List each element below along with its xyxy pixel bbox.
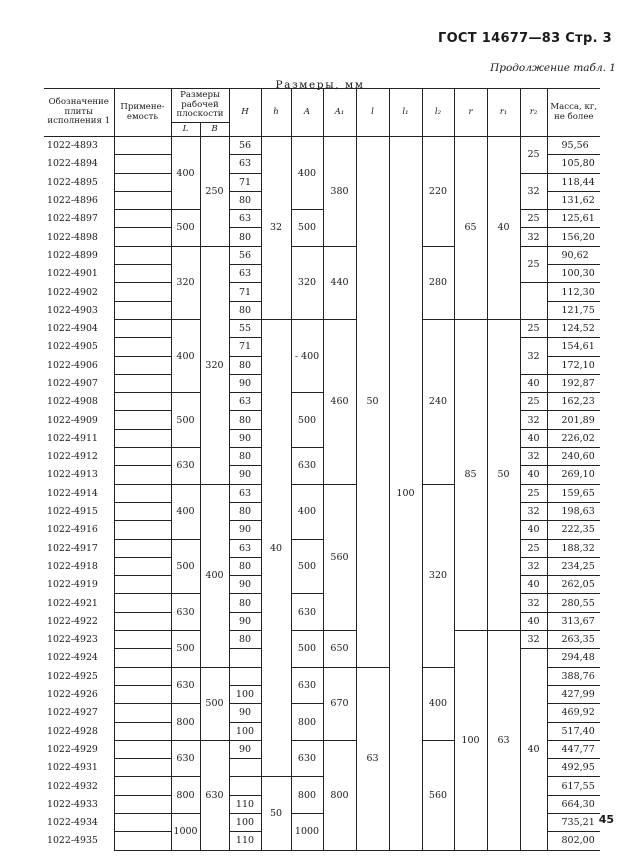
A-cell: 630 xyxy=(291,740,323,777)
mass-cell: 192,87 xyxy=(547,374,600,392)
L-cell: 500 xyxy=(171,393,200,448)
mass-cell: 388,76 xyxy=(547,667,600,685)
mass-cell: 100,30 xyxy=(547,265,600,283)
dimensions-caption: Размеры, мм xyxy=(275,79,365,91)
H-cell: 90 xyxy=(229,740,261,758)
mass-cell: 154,61 xyxy=(547,338,600,356)
mass-cell: 427,99 xyxy=(547,685,600,703)
mass-cell: 118,44 xyxy=(547,173,600,191)
B-cell: 400 xyxy=(200,484,229,667)
mass-cell: 201,89 xyxy=(547,411,600,429)
H-cell: 71 xyxy=(229,173,261,191)
designation-cell: 1022-4912 xyxy=(44,448,114,466)
L-cell: 800 xyxy=(171,777,200,814)
designation-cell: 1022-4904 xyxy=(44,319,114,337)
H-cell: 63 xyxy=(229,265,261,283)
specification-table xyxy=(44,88,600,851)
mass-cell: 105,80 xyxy=(547,155,600,173)
col-r2: r₂ xyxy=(520,89,547,137)
r2-cell: 25 xyxy=(520,539,547,557)
mass-cell: 188,32 xyxy=(547,539,600,557)
col-B: B xyxy=(200,123,229,137)
applicability-cell xyxy=(114,795,171,813)
col-L: L xyxy=(171,123,200,137)
H-cell: 110 xyxy=(229,795,261,813)
applicability-cell xyxy=(114,649,171,667)
r2-cell xyxy=(520,283,547,320)
r2-cell: 32 xyxy=(520,557,547,575)
h-cell: 50 xyxy=(261,777,291,850)
A1-cell: 440 xyxy=(323,246,356,319)
designation-cell: 1022-4897 xyxy=(44,210,114,228)
H-cell: 63 xyxy=(229,155,261,173)
designation-cell: 1022-4899 xyxy=(44,246,114,264)
mass-cell: 617,55 xyxy=(547,777,600,795)
H-cell xyxy=(229,649,261,667)
h-cell: 32 xyxy=(261,137,291,320)
applicability-cell xyxy=(114,210,171,228)
A-cell: 1000 xyxy=(291,813,323,850)
mass-cell: 95,56 xyxy=(547,137,600,155)
mass-cell: 159,65 xyxy=(547,484,600,502)
designation-cell: 1022-4916 xyxy=(44,521,114,539)
H-cell: 56 xyxy=(229,246,261,264)
mass-cell: 172,10 xyxy=(547,356,600,374)
mass-cell: 802,00 xyxy=(547,832,600,850)
r2-cell: 25 xyxy=(520,210,547,228)
applicability-cell xyxy=(114,722,171,740)
applicability-cell xyxy=(114,594,171,612)
mass-cell: 263,35 xyxy=(547,631,600,649)
applicability-cell xyxy=(114,429,171,447)
applicability-cell xyxy=(114,484,171,502)
applicability-cell xyxy=(114,576,171,594)
A-cell: 400 xyxy=(291,137,323,210)
r-cell: 65 xyxy=(454,137,487,320)
r1-cell: 63 xyxy=(487,631,520,851)
r-cell: 85 xyxy=(454,319,487,630)
applicability-cell xyxy=(114,813,171,831)
H-cell: 80 xyxy=(229,228,261,246)
applicability-cell xyxy=(114,667,171,685)
H-cell: 90 xyxy=(229,576,261,594)
B-cell: 250 xyxy=(200,137,229,247)
col-h: h xyxy=(261,89,291,137)
designation-cell: 1022-4928 xyxy=(44,722,114,740)
r2-cell: 40 xyxy=(520,612,547,630)
H-cell: 71 xyxy=(229,338,261,356)
H-cell: 90 xyxy=(229,429,261,447)
designation-cell: 1022-4919 xyxy=(44,576,114,594)
H-cell: 55 xyxy=(229,319,261,337)
page-number: 45 xyxy=(598,813,614,826)
l2-cell: 560 xyxy=(422,740,454,850)
l2-cell: 280 xyxy=(422,246,454,319)
A-cell: 500 xyxy=(291,393,323,448)
L-cell: 320 xyxy=(171,246,200,319)
table-row xyxy=(44,319,600,337)
mass-cell: 121,75 xyxy=(547,301,600,319)
r-cell: 100 xyxy=(454,631,487,851)
continuation-note: Продолжение табл. 1 xyxy=(490,62,616,74)
mass-cell: 222,35 xyxy=(547,521,600,539)
H-cell: 63 xyxy=(229,393,261,411)
applicability-cell xyxy=(114,448,171,466)
r2-cell: 32 xyxy=(520,173,547,210)
col-work-surface-size: Размеры рабочей плоскости xyxy=(171,89,229,123)
H-cell: 80 xyxy=(229,301,261,319)
L-cell: 1000 xyxy=(171,813,200,850)
L-cell: 500 xyxy=(171,210,200,247)
designation-cell: 1022-4923 xyxy=(44,631,114,649)
H-cell: 90 xyxy=(229,374,261,392)
r2-cell: 25 xyxy=(520,246,547,283)
B-cell: 500 xyxy=(200,667,229,740)
H-cell: 80 xyxy=(229,356,261,374)
r2-cell: 40 xyxy=(520,521,547,539)
applicability-cell xyxy=(114,502,171,520)
L-cell: 630 xyxy=(171,740,200,777)
H-cell: 80 xyxy=(229,594,261,612)
mass-cell: 125,61 xyxy=(547,210,600,228)
H-cell: 71 xyxy=(229,283,261,301)
H-cell xyxy=(229,759,261,777)
designation-cell: 1022-4924 xyxy=(44,649,114,667)
mass-cell: 447,77 xyxy=(547,740,600,758)
applicability-cell xyxy=(114,521,171,539)
L-cell: 400 xyxy=(171,484,200,539)
mass-cell: 124,52 xyxy=(547,319,600,337)
applicability-cell xyxy=(114,246,171,264)
A-cell: 500 xyxy=(291,539,323,594)
designation-cell: 1022-4893 xyxy=(44,137,114,155)
applicability-cell xyxy=(114,338,171,356)
mass-cell: 294,48 xyxy=(547,649,600,667)
designation-cell: 1022-4905 xyxy=(44,338,114,356)
l1-cell: 100 xyxy=(389,137,422,851)
mass-cell: 313,67 xyxy=(547,612,600,630)
col-A1: A₁ xyxy=(323,89,356,137)
table-row xyxy=(44,137,600,155)
designation-cell: 1022-4918 xyxy=(44,557,114,575)
H-cell: 110 xyxy=(229,832,261,850)
applicability-cell xyxy=(114,283,171,301)
r2-cell: 25 xyxy=(520,393,547,411)
L-cell: 630 xyxy=(171,594,200,631)
H-cell: 63 xyxy=(229,210,261,228)
r2-cell: 25 xyxy=(520,137,547,174)
H-cell: 90 xyxy=(229,521,261,539)
L-cell: 500 xyxy=(171,539,200,594)
applicability-cell xyxy=(114,173,171,191)
designation-cell: 1022-4896 xyxy=(44,191,114,209)
l2-cell: 240 xyxy=(422,319,454,484)
A-cell: 630 xyxy=(291,594,323,631)
applicability-cell xyxy=(114,740,171,758)
designation-cell: 1022-4922 xyxy=(44,612,114,630)
A1-cell: 650 xyxy=(323,631,356,668)
mass-cell: 280,55 xyxy=(547,594,600,612)
designation-cell: 1022-4927 xyxy=(44,704,114,722)
A-cell: - 400 xyxy=(291,319,323,392)
designation-cell: 1022-4933 xyxy=(44,795,114,813)
col-l1: l₁ xyxy=(389,89,422,137)
applicability-cell xyxy=(114,631,171,649)
col-mass: Масса, кг, не более xyxy=(547,89,600,137)
H-cell: 100 xyxy=(229,722,261,740)
H-cell: 90 xyxy=(229,704,261,722)
designation-cell: 1022-4926 xyxy=(44,685,114,703)
mass-cell: 262,05 xyxy=(547,576,600,594)
applicability-cell xyxy=(114,466,171,484)
applicability-cell xyxy=(114,265,171,283)
applicability-cell xyxy=(114,228,171,246)
l2-cell: 320 xyxy=(422,484,454,667)
l-cell: 63 xyxy=(356,667,389,850)
designation-cell: 1022-4934 xyxy=(44,813,114,831)
mass-cell: 198,63 xyxy=(547,502,600,520)
applicability-cell xyxy=(114,539,171,557)
mass-cell: 90,62 xyxy=(547,246,600,264)
H-cell: 80 xyxy=(229,191,261,209)
mass-cell: 226,02 xyxy=(547,429,600,447)
l2-cell: 220 xyxy=(422,137,454,247)
mass-cell: 162,23 xyxy=(547,393,600,411)
designation-cell: 1022-4901 xyxy=(44,265,114,283)
designation-cell: 1022-4908 xyxy=(44,393,114,411)
col-applicability: Примене-емость xyxy=(114,89,171,137)
designation-cell: 1022-4906 xyxy=(44,356,114,374)
designation-cell: 1022-4915 xyxy=(44,502,114,520)
mass-cell: 112,30 xyxy=(547,283,600,301)
A-cell: 800 xyxy=(291,704,323,741)
designation-cell: 1022-4921 xyxy=(44,594,114,612)
L-cell: 500 xyxy=(171,631,200,668)
applicability-cell xyxy=(114,319,171,337)
r2-cell: 25 xyxy=(520,319,547,337)
A-cell: 630 xyxy=(291,667,323,704)
H-cell: 63 xyxy=(229,539,261,557)
H-cell xyxy=(229,777,261,795)
applicability-cell xyxy=(114,777,171,795)
B-cell: 320 xyxy=(200,246,229,484)
A-cell: 630 xyxy=(291,448,323,485)
L-cell: 630 xyxy=(171,448,200,485)
designation-cell: 1022-4903 xyxy=(44,301,114,319)
mass-cell: 517,40 xyxy=(547,722,600,740)
A-cell: 500 xyxy=(291,210,323,247)
A-cell: 400 xyxy=(291,484,323,539)
r2-cell: 40 xyxy=(520,429,547,447)
r2-cell: 40 xyxy=(520,576,547,594)
mass-cell: 664,30 xyxy=(547,795,600,813)
designation-cell: 1022-4913 xyxy=(44,466,114,484)
designation-cell: 1022-4895 xyxy=(44,173,114,191)
applicability-cell xyxy=(114,155,171,173)
col-l2: l₂ xyxy=(422,89,454,137)
r2-cell: 40 xyxy=(520,466,547,484)
applicability-cell xyxy=(114,557,171,575)
r2-cell: 32 xyxy=(520,411,547,429)
A1-cell: 560 xyxy=(323,484,356,630)
applicability-cell xyxy=(114,137,171,155)
H-cell: 80 xyxy=(229,448,261,466)
designation-cell: 1022-4909 xyxy=(44,411,114,429)
applicability-cell xyxy=(114,374,171,392)
designation-cell: 1022-4902 xyxy=(44,283,114,301)
col-designation: Обозначение плиты исполнения 1 xyxy=(44,89,114,137)
H-cell: 90 xyxy=(229,612,261,630)
mass-cell: 735,21 xyxy=(547,813,600,831)
mass-cell: 469,92 xyxy=(547,704,600,722)
L-cell: 630 xyxy=(171,667,200,704)
designation-cell: 1022-4935 xyxy=(44,832,114,850)
H-cell: 90 xyxy=(229,466,261,484)
H-cell: 80 xyxy=(229,557,261,575)
r2-cell: 40 xyxy=(520,374,547,392)
L-cell: 400 xyxy=(171,319,200,392)
A-cell: 500 xyxy=(291,631,323,668)
H-cell: 56 xyxy=(229,137,261,155)
mass-cell: 234,25 xyxy=(547,557,600,575)
r2-cell: 40 xyxy=(520,649,547,850)
A-cell: 320 xyxy=(291,246,323,319)
designation-cell: 1022-4894 xyxy=(44,155,114,173)
col-A: A xyxy=(291,89,323,137)
L-cell: 800 xyxy=(171,704,200,741)
r2-cell: 32 xyxy=(520,502,547,520)
r2-cell: 32 xyxy=(520,338,547,375)
r1-cell: 50 xyxy=(487,319,520,630)
applicability-cell xyxy=(114,393,171,411)
designation-cell: 1022-4898 xyxy=(44,228,114,246)
H-cell: 80 xyxy=(229,502,261,520)
page-header: ГОСТ 14677—83 Стр. 3 xyxy=(437,31,612,46)
l2-cell: 400 xyxy=(422,667,454,740)
applicability-cell xyxy=(114,685,171,703)
applicability-cell xyxy=(114,832,171,850)
applicability-cell xyxy=(114,612,171,630)
applicability-cell xyxy=(114,301,171,319)
designation-cell: 1022-4907 xyxy=(44,374,114,392)
designation-cell: 1022-4929 xyxy=(44,740,114,758)
H-cell xyxy=(229,667,261,685)
A1-cell: 460 xyxy=(323,319,356,484)
applicability-cell xyxy=(114,356,171,374)
applicability-cell xyxy=(114,759,171,777)
col-r1: r₁ xyxy=(487,89,520,137)
designation-cell: 1022-4911 xyxy=(44,429,114,447)
r2-cell: 32 xyxy=(520,594,547,612)
A-cell: 800 xyxy=(291,777,323,814)
table-row xyxy=(44,631,600,649)
r2-cell: 32 xyxy=(520,631,547,649)
r2-cell: 32 xyxy=(520,228,547,246)
designation-cell: 1022-4917 xyxy=(44,539,114,557)
col-r: r xyxy=(454,89,487,137)
r2-cell: 32 xyxy=(520,448,547,466)
H-cell: 80 xyxy=(229,631,261,649)
H-cell: 80 xyxy=(229,411,261,429)
mass-cell: 156,20 xyxy=(547,228,600,246)
mass-cell: 492,95 xyxy=(547,759,600,777)
H-cell: 100 xyxy=(229,813,261,831)
designation-cell: 1022-4925 xyxy=(44,667,114,685)
applicability-cell xyxy=(114,704,171,722)
col-l: l xyxy=(356,89,389,137)
l-cell: 50 xyxy=(356,137,389,668)
L-cell: 400 xyxy=(171,137,200,210)
r1-cell: 40 xyxy=(487,137,520,320)
A1-cell: 380 xyxy=(323,137,356,247)
designation-cell: 1022-4914 xyxy=(44,484,114,502)
r2-cell: 25 xyxy=(520,484,547,502)
applicability-cell xyxy=(114,191,171,209)
col-H: H xyxy=(229,89,261,137)
B-cell: 630 xyxy=(200,740,229,850)
mass-cell: 131,62 xyxy=(547,191,600,209)
applicability-cell xyxy=(114,411,171,429)
mass-cell: 240,60 xyxy=(547,448,600,466)
designation-cell: 1022-4931 xyxy=(44,759,114,777)
mass-cell: 269,10 xyxy=(547,466,600,484)
designation-cell: 1022-4932 xyxy=(44,777,114,795)
h-cell: 40 xyxy=(261,319,291,776)
A1-cell: 800 xyxy=(323,740,356,850)
H-cell: 63 xyxy=(229,484,261,502)
A1-cell: 670 xyxy=(323,667,356,740)
H-cell: 100 xyxy=(229,685,261,703)
